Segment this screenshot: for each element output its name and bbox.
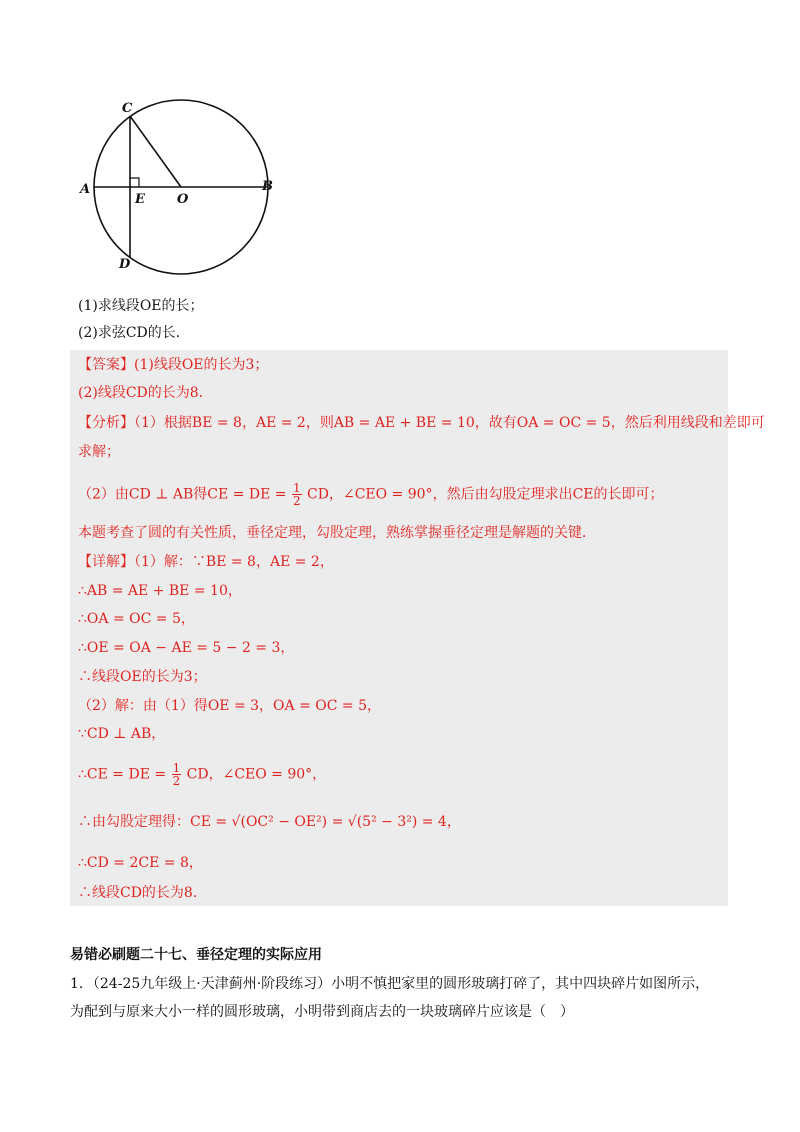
detail-line-6: （2）解：由（1）得OE = 3，OA = OC = 5，: [78, 698, 381, 714]
fraction-half-2: [172, 762, 182, 787]
question-2: (2)求弦CD的长．: [78, 325, 190, 341]
right-angle-mark: [130, 178, 139, 187]
fraction-num-2: 1: [172, 761, 181, 775]
fraction-half: [292, 482, 302, 507]
detail-tag: 【详解】: [78, 554, 134, 570]
point-label-c: C: [122, 101, 133, 116]
detail-line-1: [78, 552, 334, 572]
fraction-den-2: 2: [172, 774, 181, 788]
circle-figure: [70, 98, 290, 276]
problem-line-2: 为配到与原来大小一样的圆形玻璃，小明带到商店去的一块玻璃碎片应该是（ ）: [70, 1004, 574, 1020]
question-1: (1)求线段OE的长；: [78, 298, 204, 314]
detail-line-3: ∴OA = OC = 5，: [78, 611, 195, 627]
point-label-d: D: [119, 257, 131, 272]
detail-1: （1）解：∵BE = 8，AE = 2，: [134, 554, 334, 570]
point-label-e: E: [135, 192, 145, 207]
answer-line-2: (2)线段CD的长为8．: [78, 385, 213, 401]
summary-line: 本题考查了圆的有关性质，垂径定理，勾股定理，熟练掌握垂径定理是解题的关键．: [78, 525, 596, 541]
detail-line-5: ∴线段OE的长为3；: [78, 669, 207, 685]
fraction-den: 2: [292, 494, 301, 508]
detail-line-10: ∴CD = 2CE = 8，: [78, 855, 203, 871]
problem-line-1: 1．（24-25九年级上·天津蓟州·阶段练习）小明不慎把家里的圆形玻璃打碎了，其中四块碎片如图所示，: [70, 976, 710, 992]
point-label-o: O: [177, 192, 189, 207]
analysis-1: （1）根据BE = 8，AE = 2，则AB = AE + BE = 10，故有OA = OC = 5，然后利用线段和差即可: [134, 415, 765, 431]
detail-8-post: CD，∠CEO = 90°，: [186, 766, 327, 783]
analysis-2-post: CD，∠CEO = 90°，然后由勾股定理求出CE的长即可；: [307, 486, 664, 503]
detail-line-9: ∴由勾股定理得：CE = √(OC² − OE²) = √(5² − 3²) = 4，: [78, 814, 461, 830]
detail-line-11: ∴线段CD的长为8．: [78, 885, 207, 901]
detail-line-8: [78, 762, 326, 787]
detail-line-4: ∴OE = OA − AE = 5 − 2 = 3，: [78, 640, 295, 656]
segment-oc: [130, 116, 181, 187]
analysis-line-2: [78, 482, 664, 507]
detail-line-7: ∵CD ⊥ AB，: [78, 726, 166, 742]
fraction-num: 1: [292, 481, 301, 495]
analysis-2-pre: （2）由CD ⊥ AB得CE = DE =: [78, 486, 287, 503]
analysis-tag: 【分析】: [78, 415, 134, 431]
answer-line-1: [78, 355, 268, 375]
point-label-a: A: [80, 182, 91, 197]
analysis-line-1b: 求解；: [78, 444, 120, 460]
answer-tag: 【答案】: [78, 357, 134, 373]
section-title: 易错必刷题二十七、垂径定理的实际应用: [70, 947, 322, 963]
point-label-b: B: [262, 179, 273, 194]
detail-line-2: ∴AB = AE + BE = 10，: [78, 583, 242, 599]
detail-8-pre: ∴CE = DE =: [78, 766, 167, 783]
analysis-line-1: [78, 413, 765, 433]
answer-1: (1)线段OE的长为3；: [134, 357, 269, 373]
